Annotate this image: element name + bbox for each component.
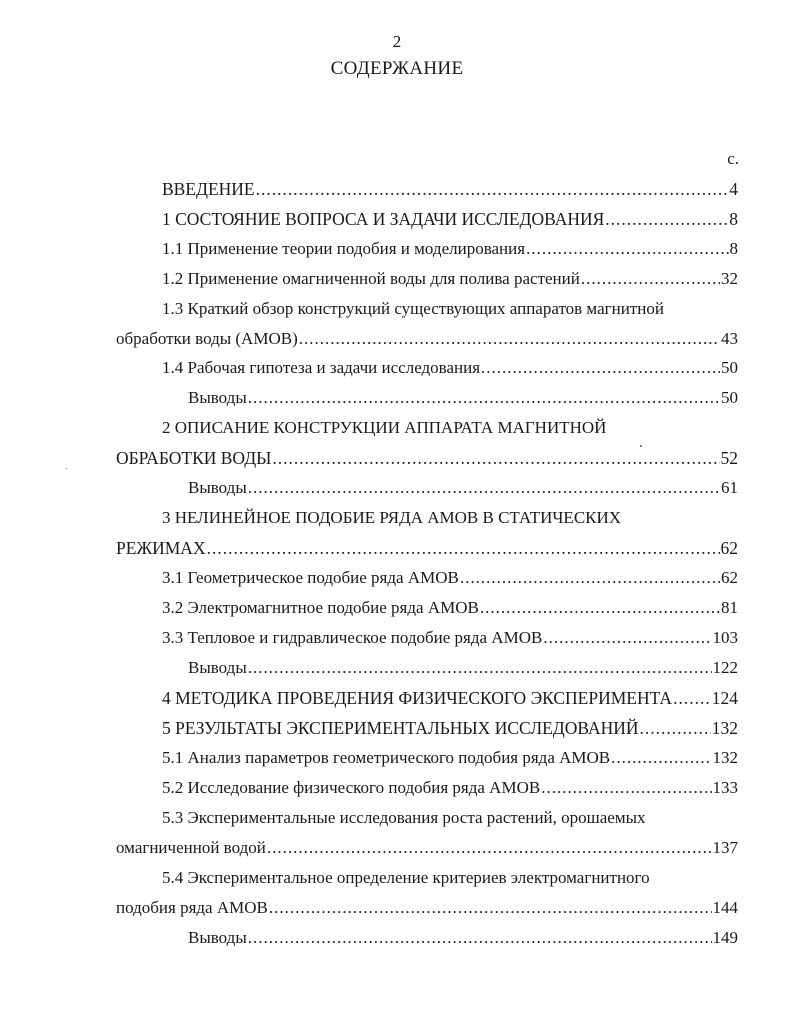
toc-entry-section-5-4 bbox=[116, 897, 738, 919]
toc-page: 61 bbox=[721, 478, 738, 497]
toc-label: 5.1 Анализ параметров геометрического подобия ряда АМОВ bbox=[162, 748, 611, 767]
toc-entry-section-1-3 bbox=[116, 328, 738, 350]
toc-entry-section-1-4 bbox=[162, 357, 738, 379]
toc-label: Выводы bbox=[188, 928, 247, 947]
toc-entry-chapter-4 bbox=[162, 687, 738, 709]
toc-label: 1.1 Применение теории подобия и моделирования bbox=[162, 239, 526, 258]
toc-page: 62 bbox=[721, 568, 738, 587]
toc-entry-section-1-1 bbox=[162, 238, 738, 260]
toc-entry-chapter-1 bbox=[162, 208, 738, 230]
toc-entry-conclusions-5 bbox=[188, 927, 738, 949]
toc-label: 4 МЕТОДИКА ПРОВЕДЕНИЯ ФИЗИЧЕСКОГО ЭКСПЕРИМЕНТА bbox=[162, 688, 673, 708]
toc-label-continuation: омагниченной водой bbox=[116, 838, 266, 857]
toc-leader bbox=[248, 927, 712, 949]
toc-label: 1.4 Рабочая гипотеза и задачи исследования bbox=[162, 358, 481, 377]
toc-label-continuation: ОБРАБОТКИ ВОДЫ bbox=[116, 448, 272, 468]
toc-leader bbox=[207, 537, 720, 559]
toc-entry-section-5-3-label: 5.3 Экспериментальные исследования роста растений, орошаемых bbox=[162, 808, 646, 827]
toc-label: Выводы bbox=[188, 478, 247, 497]
toc-leader bbox=[673, 687, 711, 709]
toc-page: 52 bbox=[720, 448, 738, 468]
toc-page: 133 bbox=[712, 778, 738, 797]
page-number: 2 bbox=[392, 32, 402, 51]
toc-leader bbox=[611, 747, 711, 769]
toc-leader bbox=[526, 238, 728, 260]
toc-page: 8 bbox=[729, 209, 738, 229]
toc-entry-section-5-4-label: 5.4 Экспериментальное определение критериев электромагнитного bbox=[162, 868, 650, 887]
toc-leader bbox=[272, 447, 719, 469]
toc-entry-section-5-1 bbox=[162, 747, 738, 769]
toc-leader bbox=[581, 268, 720, 290]
toc-leader bbox=[605, 208, 728, 230]
toc-page: 122 bbox=[712, 658, 738, 677]
toc-page: 8 bbox=[729, 239, 738, 258]
toc-leader bbox=[480, 597, 720, 619]
toc-page: 43 bbox=[721, 329, 738, 348]
toc-leader bbox=[543, 627, 711, 649]
toc-entry-conclusions-2 bbox=[188, 477, 738, 499]
toc-leader bbox=[269, 897, 712, 919]
toc-page: 137 bbox=[712, 838, 738, 857]
toc-entry-conclusions-3 bbox=[188, 657, 738, 679]
toc-leader bbox=[299, 328, 720, 350]
toc-leader bbox=[248, 387, 720, 409]
toc-label: 1.2 Применение омагниченной воды для полива растений bbox=[162, 269, 580, 288]
toc-label: 5.2 Исследование физического подобия ряда АМОВ bbox=[162, 778, 541, 797]
toc-entry-section-5-3 bbox=[116, 837, 738, 859]
toc-label: 1 СОСТОЯНИЕ ВОПРОСА И ЗАДАЧИ ИССЛЕДОВАНИЯ bbox=[162, 209, 605, 229]
toc-entry-section-5-2 bbox=[162, 777, 738, 799]
toc-entry-section-1-3-label: 1.3 Краткий обзор конструкций существующих аппаратов магнитной bbox=[162, 299, 664, 318]
toc-label: 3.1 Геометрическое подобие ряда АМОВ bbox=[162, 568, 459, 587]
toc-leader bbox=[248, 477, 720, 499]
toc-entry-section-3-3 bbox=[162, 627, 738, 649]
toc-entry-chapter-5 bbox=[162, 717, 738, 739]
toc-leader bbox=[248, 657, 712, 679]
toc-page: 62 bbox=[720, 538, 738, 558]
toc-page: 132 bbox=[712, 748, 738, 767]
toc-entry-introduction bbox=[162, 178, 738, 200]
toc-label-continuation: РЕЖИМАХ bbox=[116, 538, 206, 558]
toc-entry-chapter-2 bbox=[116, 447, 738, 469]
toc-label: ВВЕДЕНИЕ bbox=[162, 179, 255, 199]
toc-page: 149 bbox=[712, 928, 738, 947]
toc-entry-chapter-3-label: 3 НЕЛИНЕЙНОЕ ПОДОБИЕ РЯДА АМОВ В СТАТИЧЕСКИХ bbox=[162, 508, 622, 527]
page-title: СОДЕРЖАНИЕ bbox=[330, 58, 464, 79]
toc-leader bbox=[460, 567, 720, 589]
toc-page: 50 bbox=[721, 358, 738, 377]
toc-entry-conclusions-1 bbox=[188, 387, 738, 409]
toc-page: 32 bbox=[721, 269, 738, 288]
toc-page: 103 bbox=[712, 628, 738, 647]
toc-page: 4 bbox=[729, 179, 738, 199]
toc-page: 50 bbox=[721, 388, 738, 407]
toc-leader bbox=[481, 357, 720, 379]
toc-leader bbox=[267, 837, 712, 859]
toc-label: Выводы bbox=[188, 388, 247, 407]
toc-entry-section-3-2 bbox=[162, 597, 738, 619]
toc-page: 144 bbox=[712, 898, 738, 917]
toc-leader bbox=[541, 777, 711, 799]
page-column-header: с. bbox=[727, 149, 739, 168]
toc-page: 81 bbox=[721, 598, 738, 617]
toc-label: 5 РЕЗУЛЬТАТЫ ЭКСПЕРИМЕНТАЛЬНЫХ ИССЛЕДОВАНИЙ bbox=[162, 718, 639, 738]
toc-leader bbox=[256, 178, 729, 200]
scan-speck bbox=[66, 468, 67, 469]
toc-page: 124 bbox=[711, 688, 738, 708]
scan-speck bbox=[640, 445, 642, 447]
toc-entry-section-3-1 bbox=[162, 567, 738, 589]
toc-page: 132 bbox=[711, 718, 738, 738]
toc-entry-chapter-2-label: 2 ОПИСАНИЕ КОНСТРУКЦИИ АППАРАТА МАГНИТНОЙ bbox=[162, 418, 607, 437]
toc-entry-chapter-3 bbox=[116, 537, 738, 559]
toc-entry-section-1-2 bbox=[162, 268, 738, 290]
toc-label: Выводы bbox=[188, 658, 247, 677]
toc-leader bbox=[640, 717, 711, 739]
toc-label-continuation: подобия ряда АМОВ bbox=[116, 898, 268, 917]
toc-label-continuation: обработки воды (АМОВ) bbox=[116, 329, 298, 348]
toc-label: 3.2 Электромагнитное подобие ряда АМОВ bbox=[162, 598, 479, 617]
toc-label: 3.3 Тепловое и гидравлическое подобие ряда АМОВ bbox=[162, 628, 543, 647]
